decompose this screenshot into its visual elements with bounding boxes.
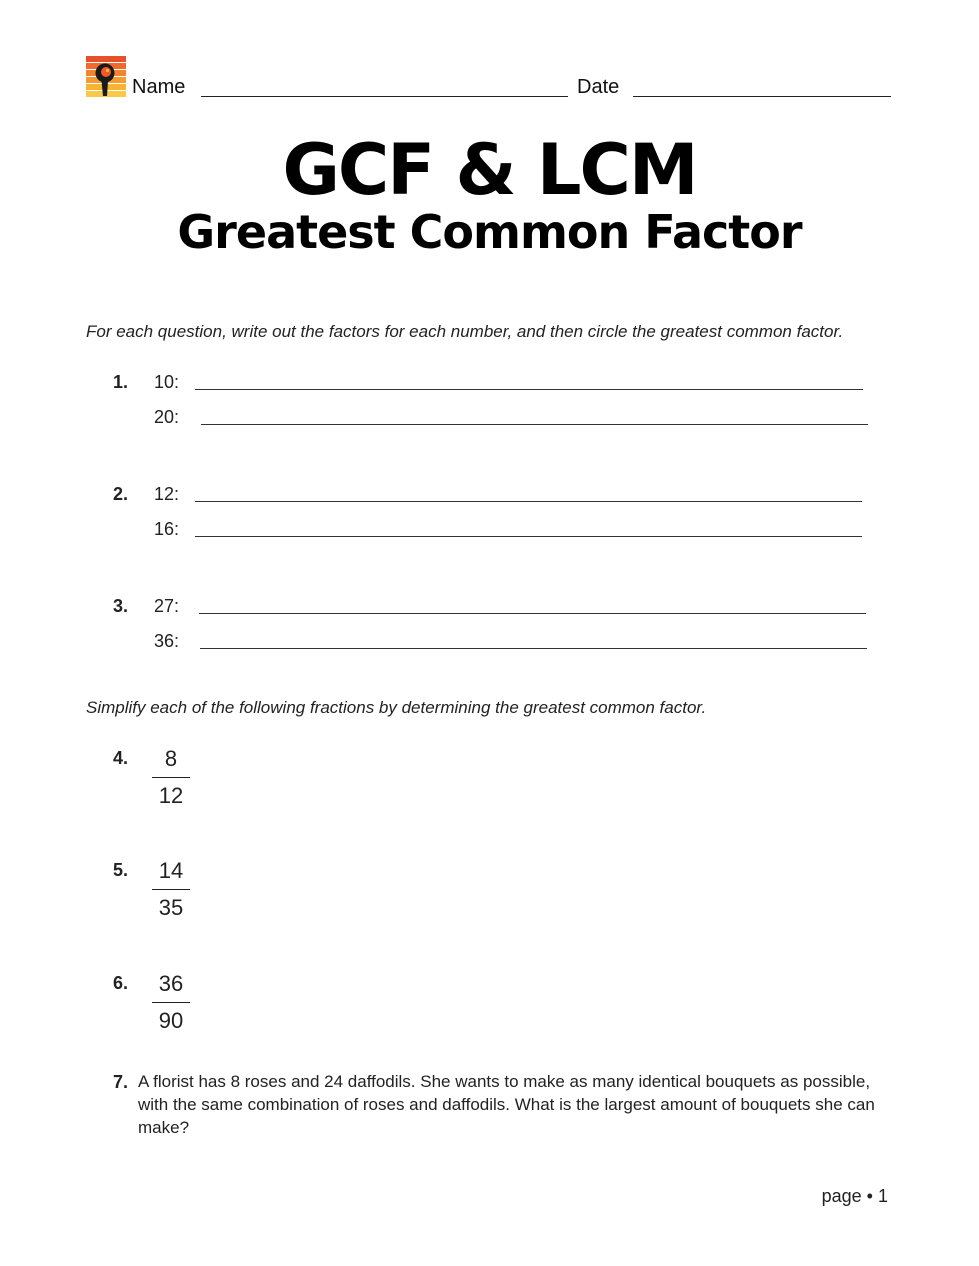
fraction-denominator: 90 <box>158 1008 184 1033</box>
fraction-bar <box>152 889 190 890</box>
question-number: 2. <box>113 484 129 504</box>
page-number: page • 1 <box>821 1186 888 1206</box>
factor-row-label: 12: <box>154 484 180 504</box>
date-field[interactable] <box>633 96 891 97</box>
fraction-numerator: 14 <box>158 858 184 883</box>
factor-answer-line[interactable] <box>200 648 867 649</box>
fraction-numerator: 8 <box>164 746 178 771</box>
date-label: Date <box>577 76 620 98</box>
fraction-denominator: 12 <box>158 783 184 808</box>
question-number: 7. <box>113 1072 129 1092</box>
factor-answer-line[interactable] <box>195 501 862 502</box>
question-number: 6. <box>113 973 129 993</box>
page-subtitle: Greatest Common Factor <box>177 205 802 259</box>
fraction <box>152 855 190 924</box>
factor-answer-line[interactable] <box>195 536 862 537</box>
brand-logo-icon <box>86 56 126 97</box>
fraction-denominator: 35 <box>158 895 184 920</box>
factor-row-label: 10: <box>154 372 180 392</box>
fraction-bar <box>152 1002 190 1003</box>
factor-row-label: 27: <box>154 596 180 616</box>
factor-answer-line[interactable] <box>195 389 863 390</box>
fraction <box>152 743 190 812</box>
fraction-bar <box>152 777 190 778</box>
section1-instruction: For each question, write out the factors for each number, and then circle the greatest common factor. <box>86 322 844 341</box>
question-number: 3. <box>113 596 129 616</box>
word-problem-text: A florist has 8 roses and 24 daffodils. She wants to make as many identical bouquets as possible, with the same combination of roses and daffodils. What is the largest amount of bouquets she can make? <box>138 1072 875 1137</box>
question-number: 1. <box>113 372 129 392</box>
section2-instruction: Simplify each of the following fractions by determining the greatest common factor. <box>86 698 707 717</box>
factor-row-label: 36: <box>154 631 180 651</box>
factor-row-label: 16: <box>154 519 180 539</box>
name-label: Name <box>132 76 186 98</box>
fraction <box>152 968 190 1037</box>
question-number: 4. <box>113 748 129 768</box>
factor-answer-line[interactable] <box>199 613 866 614</box>
factor-answer-line[interactable] <box>201 424 868 425</box>
factor-row-label: 20: <box>154 407 180 427</box>
fraction-numerator: 36 <box>158 971 184 996</box>
name-field[interactable] <box>201 96 568 97</box>
page-title: GCF & LCM <box>282 129 697 211</box>
question-number: 5. <box>113 860 129 880</box>
